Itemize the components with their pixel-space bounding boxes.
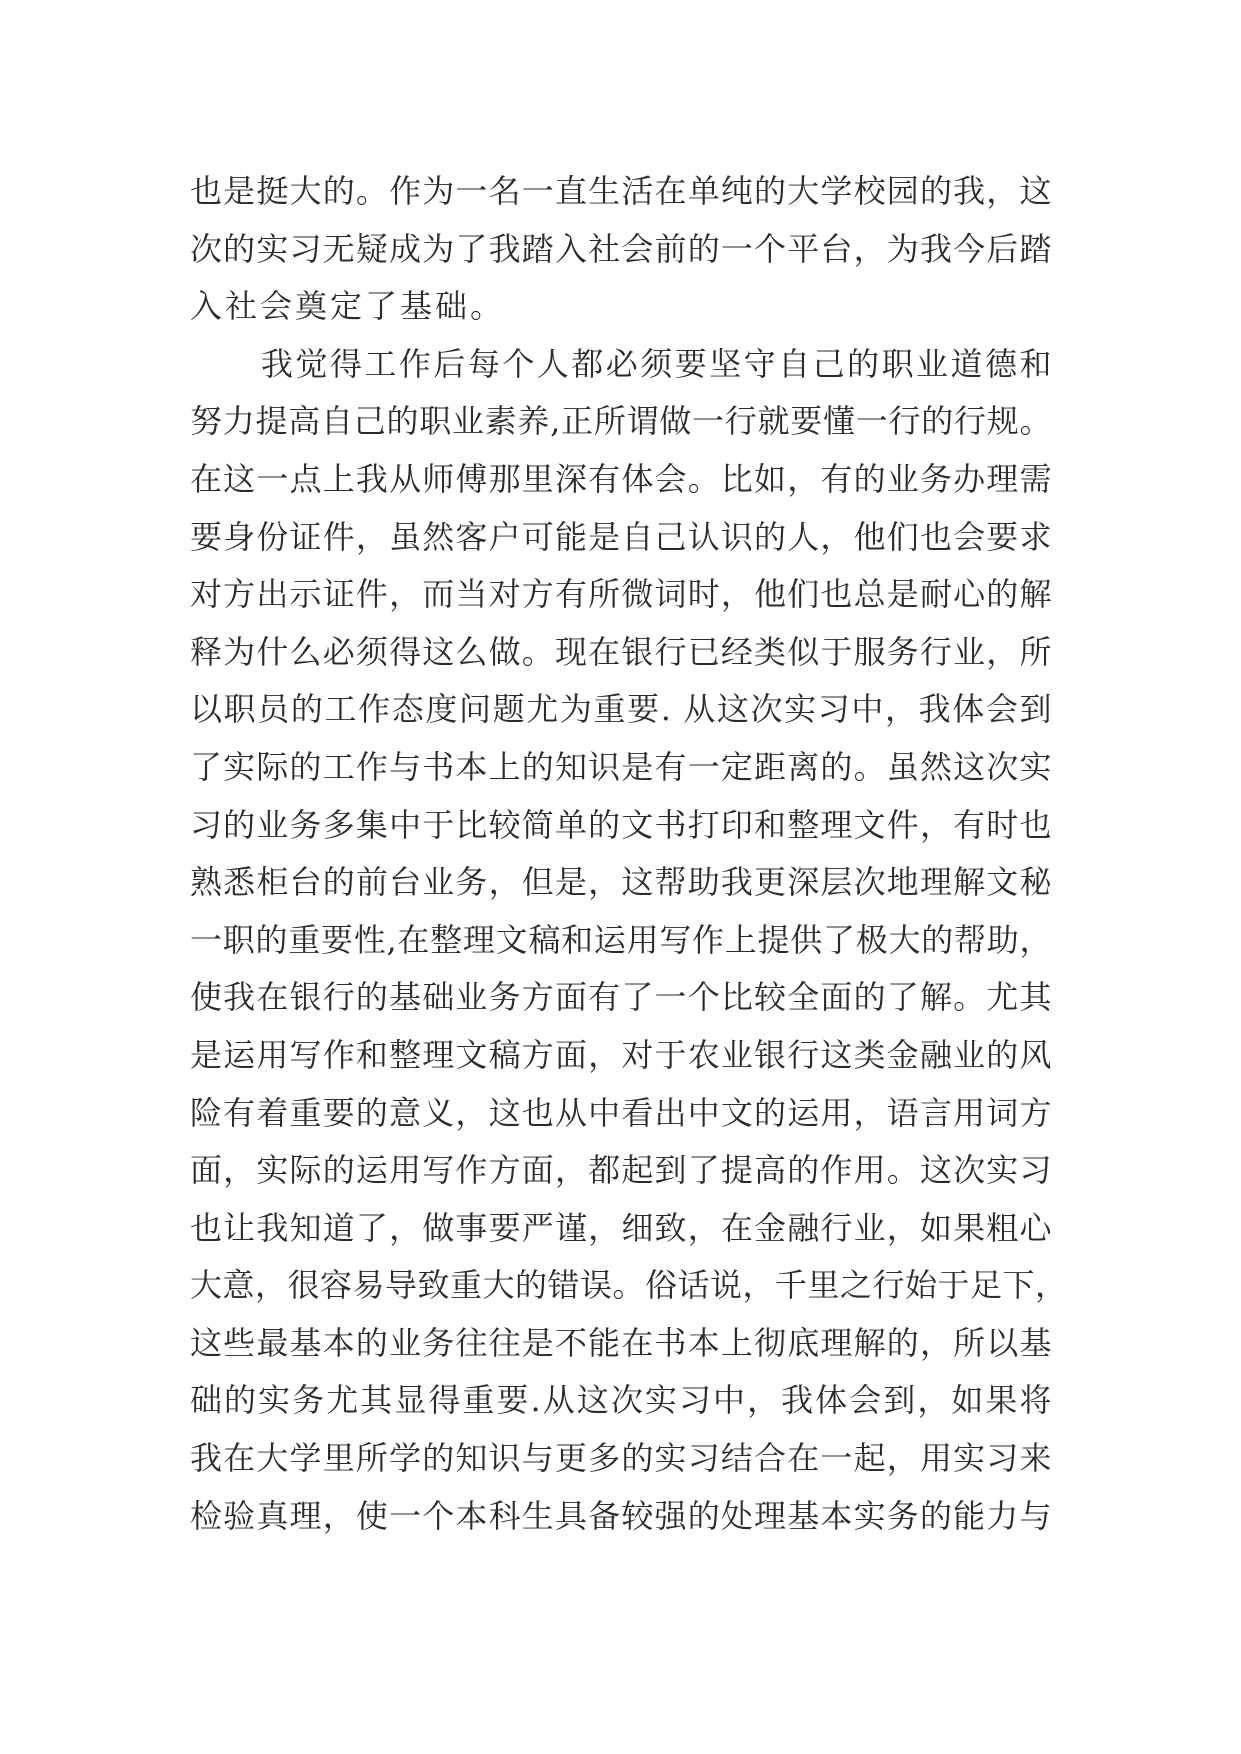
- text-line: 努力提高自己的职业素养,正所谓做一行就要懂一行的行规。: [190, 402, 1052, 441]
- text-line: 面，实际的运用写作方面，都起到了提高的作用。这次实习: [190, 1151, 1052, 1190]
- text-line: 次的实习无疑成为了我踏入社会前的一个平台，为我今后踏: [190, 229, 1052, 268]
- text-line: 对方出示证件，而当对方有所微词时，他们也总是耐心的解: [190, 575, 1052, 614]
- text-line: 熟悉柜台的前台业务，但是，这帮助我更深层次地理解文秘: [190, 863, 1052, 902]
- text-line: 以职员的工作态度问题尤为重要. 从这次实习中，我体会到: [190, 690, 1052, 729]
- body-text: [190, 163, 1068, 1545]
- text-line: 一职的重要性,在整理文稿和运用写作上提供了极大的帮助，: [190, 920, 1052, 959]
- text-line: 要身份证件，虽然客户可能是自己认识的人，他们也会要求: [190, 517, 1052, 556]
- text-line: 险有着重要的意义，这也从中看出中文的运用，语言用词方: [190, 1093, 1052, 1132]
- text-line: 使我在银行的基础业务方面有了一个比较全面的了解。尤其: [190, 978, 1052, 1017]
- text-line: 也让我知道了，做事要严谨，细致，在金融行业，如果粗心: [190, 1208, 1052, 1247]
- text-line: 也是挺大的。作为一名一直生活在单纯的大学校园的我，这: [190, 172, 1052, 210]
- text-line: 释为什么必须得这么做。现在银行已经类似于服务行业，所: [190, 632, 1052, 671]
- text-line: 了实际的工作与书本上的知识是有一定距离的。虽然这次实: [190, 747, 1052, 786]
- text-line: 入社会奠定了基础。: [190, 287, 506, 326]
- text-line: 我觉得工作后每个人都必须要坚守自己的职业道德和: [261, 344, 1052, 383]
- text-line: 大意，很容易导致重大的错误。俗话说，千里之行始于足下，: [190, 1266, 1068, 1305]
- text-line: 检验真理，使一个本科生具备较强的处理基本实务的能力与: [190, 1496, 1052, 1535]
- text-line: 这些最基本的业务往往是不能在书本上彻底理解的，所以基: [190, 1323, 1052, 1362]
- text-line: 在这一点上我从师傅那里深有体会。比如，有的业务办理需: [190, 459, 1052, 498]
- text-line: 我在大学里所学的知识与更多的实习结合在一起，用实习来: [190, 1439, 1052, 1478]
- paragraph-2: [190, 336, 1068, 1545]
- text-line: 习的业务多集中于比较简单的文书打印和整理文件，有时也: [190, 805, 1052, 844]
- paragraph-1: [190, 163, 1052, 336]
- text-line: 础的实务尤其显得重要.从这次实习中，我体会到，如果将: [190, 1381, 1052, 1420]
- text-line: 是运用写作和整理文稿方面，对于农业银行这类金融业的风: [190, 1035, 1052, 1074]
